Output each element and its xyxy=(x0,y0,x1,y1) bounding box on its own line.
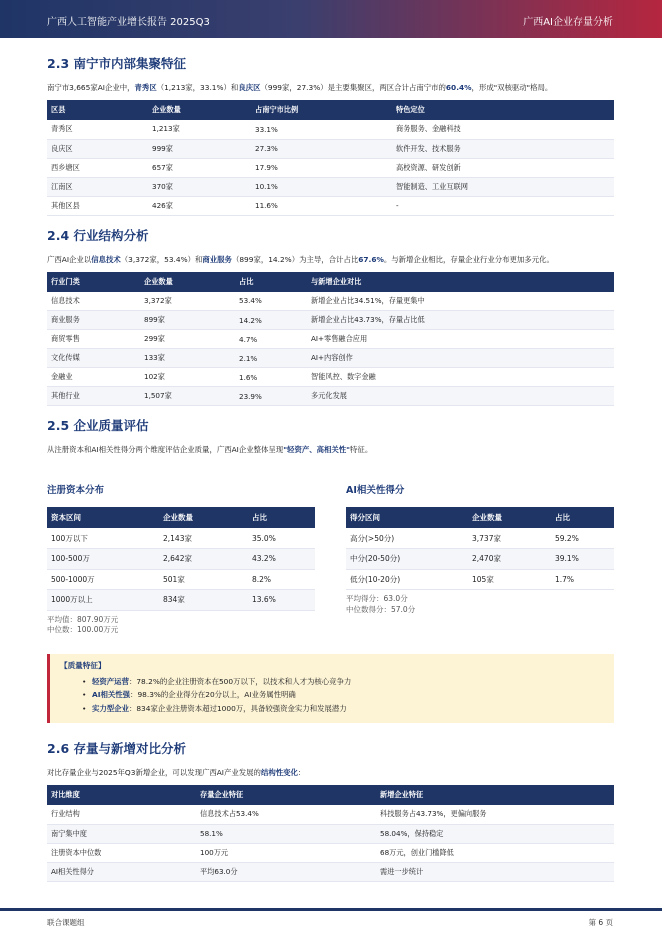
cell: 43.2% xyxy=(248,549,315,570)
quality-tables xyxy=(47,482,614,636)
table-row xyxy=(47,311,614,330)
cell: 100万以下 xyxy=(47,528,159,549)
cell: 1.7% xyxy=(551,569,614,590)
page-content xyxy=(47,54,614,882)
table-row xyxy=(47,196,614,215)
capital-stats xyxy=(47,615,315,636)
cell: - xyxy=(392,196,614,215)
ai-score-median: 中位数得分：57.0分 xyxy=(346,604,416,614)
table-row xyxy=(47,177,614,196)
cell: 1,507家 xyxy=(140,387,235,406)
cell: 其他行业 xyxy=(47,387,140,406)
table-row xyxy=(47,824,614,843)
cell: 3,737家 xyxy=(468,528,551,549)
col-header: 对比维度 xyxy=(47,785,196,805)
cell: 中分(20-50分) xyxy=(346,549,468,570)
cell: 899家 xyxy=(140,311,235,330)
table-row xyxy=(47,330,614,349)
table-header-row xyxy=(346,507,614,528)
table-row xyxy=(346,528,614,549)
cell: 58.04%，保持稳定 xyxy=(376,824,614,843)
page-header xyxy=(0,0,662,38)
table-header-row xyxy=(47,507,315,528)
cell: 999家 xyxy=(148,139,251,158)
cell: 注册资本中位数 xyxy=(47,843,196,862)
cell: 南宁集中度 xyxy=(47,824,196,843)
footer-org: 联合课题组 xyxy=(47,918,85,927)
cell: 13.6% xyxy=(248,590,315,611)
cell: 59.2% xyxy=(551,528,614,549)
cell: 3,372家 xyxy=(140,292,235,311)
col-header: 与新增企业对比 xyxy=(307,272,614,292)
table-row xyxy=(346,569,614,590)
comparison-table xyxy=(47,785,614,882)
table-row xyxy=(47,805,614,824)
cell: 4.7% xyxy=(235,330,307,349)
cell: 68万元，创业门槛降低 xyxy=(376,843,614,862)
table-row xyxy=(47,120,614,139)
cell: 8.2% xyxy=(248,569,315,590)
table-header-row xyxy=(47,100,614,120)
cell: 平均63.0分 xyxy=(196,862,376,881)
cell: 2,143家 xyxy=(159,528,248,549)
cell: 33.1% xyxy=(251,120,392,139)
cell: 500-1000万 xyxy=(47,569,159,590)
footer-rule xyxy=(0,908,662,911)
table-row xyxy=(47,862,614,881)
table-row xyxy=(47,349,614,368)
list-item: • 轻资产运营：78.2%的企业注册资本在500万以下，以技术和人才为核心竞争力 xyxy=(92,675,604,689)
ai-score-table xyxy=(346,507,614,590)
report-title: 广西人工智能产业增长报告 2025Q3 xyxy=(47,17,210,28)
col-header: 企业数量 xyxy=(468,507,551,528)
capital-block xyxy=(47,482,315,636)
cell: 智能制造、工业互联网 xyxy=(392,177,614,196)
cell: 文化传媒 xyxy=(47,349,140,368)
cell: 智能风控、数字金融 xyxy=(307,368,614,387)
ai-score-title: AI相关性得分 xyxy=(346,485,405,496)
cell: 高分(>50分) xyxy=(346,528,468,549)
page-number: 第 6 页 xyxy=(588,918,613,927)
table-row xyxy=(47,158,614,177)
cell: 27.3% xyxy=(251,139,392,158)
table-row xyxy=(47,139,614,158)
cell: 1.6% xyxy=(235,368,307,387)
cell: 商务服务、金融科技 xyxy=(392,120,614,139)
cell: 299家 xyxy=(140,330,235,349)
capital-title: 注册资本分布 xyxy=(47,485,105,496)
cell: 商业服务 xyxy=(47,311,140,330)
cell: 西乡塘区 xyxy=(47,158,148,177)
cell: AI+内容创作 xyxy=(307,349,614,368)
heading-2-4: 2.4 行业结构分析 xyxy=(47,227,149,243)
col-header: 新增企业特征 xyxy=(376,785,614,805)
table-row xyxy=(47,368,614,387)
table-row xyxy=(47,387,614,406)
cell: 2,642家 xyxy=(159,549,248,570)
cell: 39.1% xyxy=(551,549,614,570)
heading-2-5: 2.5 企业质量评估 xyxy=(47,418,149,433)
cell: 2.1% xyxy=(235,349,307,368)
cell: 501家 xyxy=(159,569,248,590)
callout-list xyxy=(60,675,604,716)
cell: 需进一步统计 xyxy=(376,862,614,881)
district-table xyxy=(47,100,614,216)
cell: 657家 xyxy=(148,158,251,177)
cell: AI+零售融合应用 xyxy=(307,330,614,349)
cell: 良庆区 xyxy=(47,139,148,158)
cell: 58.1% xyxy=(196,824,376,843)
col-header: 得分区间 xyxy=(346,507,468,528)
ai-score-stats xyxy=(346,594,614,615)
cell: 青秀区 xyxy=(47,120,148,139)
capital-average: 平均值：807.90万元 xyxy=(47,614,119,624)
table-header-row xyxy=(47,785,614,805)
paragraph-2-4: 广西AI企业以信息技术（3,372家，53.4%）和商业服务（899家，14.2%）为主导，合计占比67.6%。与新增企业相比，存量企业行业分布更加多元化。 xyxy=(47,254,554,264)
cell: 834家 xyxy=(159,590,248,611)
cell: 35.0% xyxy=(248,528,315,549)
cell: 11.6% xyxy=(251,196,392,215)
paragraph-2-3: 南宁市3,665家AI企业中，青秀区（1,213家，33.1%）和良庆区（999家，27.3%）是主要集聚区，两区合计占南宁市的60.4%，形成"双核驱动"格局。 xyxy=(47,83,553,92)
cell: 133家 xyxy=(140,349,235,368)
ai-score-average: 平均得分：63.0分 xyxy=(346,594,408,603)
table-row xyxy=(47,292,614,311)
cell: 行业结构 xyxy=(47,805,196,824)
cell: 53.4% xyxy=(235,292,307,311)
ai-score-block xyxy=(346,482,614,636)
cell: 370家 xyxy=(148,177,251,196)
cell: AI相关性得分 xyxy=(47,862,196,881)
table-row xyxy=(47,590,315,611)
cell: 1000万以上 xyxy=(47,590,159,611)
table-row xyxy=(346,549,614,570)
heading-2-3: 2.3 南宁市内部集聚特征 xyxy=(47,56,186,71)
col-header: 特色定位 xyxy=(392,100,614,120)
col-header: 企业数量 xyxy=(140,272,235,292)
col-header: 企业数量 xyxy=(159,507,248,528)
table-row xyxy=(47,569,315,590)
cell: 426家 xyxy=(148,196,251,215)
cell: 其他区县 xyxy=(47,196,148,215)
quality-callout xyxy=(47,654,614,724)
table-row xyxy=(47,843,614,862)
cell: 科技服务占43.73%，更偏向服务 xyxy=(376,805,614,824)
capital-median: 中位数：100.00万元 xyxy=(47,625,119,634)
industry-table xyxy=(47,272,614,407)
cell: 1,213家 xyxy=(148,120,251,139)
col-header: 占比 xyxy=(235,272,307,292)
cell: 102家 xyxy=(140,368,235,387)
cell: 软件开发、技术服务 xyxy=(392,139,614,158)
list-item: • AI相关性强：98.3%的企业得分在20分以上，AI业务属性明确 xyxy=(92,688,604,702)
heading-2-6: 2.6 存量与新增对比分析 xyxy=(47,741,186,756)
cell: 低分(10-20分) xyxy=(346,569,468,590)
cell: 高校资源、研发创新 xyxy=(392,158,614,177)
cell: 金融业 xyxy=(47,368,140,387)
cell: 新增企业占比43.73%，存量占比低 xyxy=(307,311,614,330)
cell: 多元化发展 xyxy=(307,387,614,406)
cell: 新增企业占比34.51%，存量更集中 xyxy=(307,292,614,311)
col-header: 占南宁市比例 xyxy=(251,100,392,120)
section-title: 广西AI企业存量分析 xyxy=(523,17,613,28)
col-header: 存量企业特征 xyxy=(196,785,376,805)
table-row xyxy=(47,528,315,549)
col-header: 行业门类 xyxy=(47,272,140,292)
callout-title: 【质量特征】 xyxy=(60,660,106,670)
cell: 100万元 xyxy=(196,843,376,862)
cell: 100-500万 xyxy=(47,549,159,570)
cell: 10.1% xyxy=(251,177,392,196)
cell: 信息技术 xyxy=(47,292,140,311)
cell: 信息技术占53.4% xyxy=(196,805,376,824)
table-header-row xyxy=(47,272,614,292)
col-header: 资本区间 xyxy=(47,507,159,528)
col-header: 占比 xyxy=(551,507,614,528)
paragraph-2-5: 从注册资本和AI相关性得分两个维度评估企业质量，广西AI企业整体呈现"轻资产、高相关性"特征。 xyxy=(47,445,373,454)
cell: 105家 xyxy=(468,569,551,590)
cell: 2,470家 xyxy=(468,549,551,570)
table-row xyxy=(47,549,315,570)
cell: 江南区 xyxy=(47,177,148,196)
list-item: • 实力型企业：834家企业注册资本超过1000万，具备较强资金实力和发展潜力 xyxy=(92,702,604,716)
cell: 14.2% xyxy=(235,311,307,330)
col-header: 企业数量 xyxy=(148,100,251,120)
cell: 商贸零售 xyxy=(47,330,140,349)
paragraph-2-6: 对比存量企业与2025年Q3新增企业，可以发现广西AI产业发展的结构性变化： xyxy=(47,768,306,777)
col-header: 区县 xyxy=(47,100,148,120)
cell: 23.9% xyxy=(235,387,307,406)
col-header: 占比 xyxy=(248,507,315,528)
capital-table xyxy=(47,507,315,611)
cell: 17.9% xyxy=(251,158,392,177)
